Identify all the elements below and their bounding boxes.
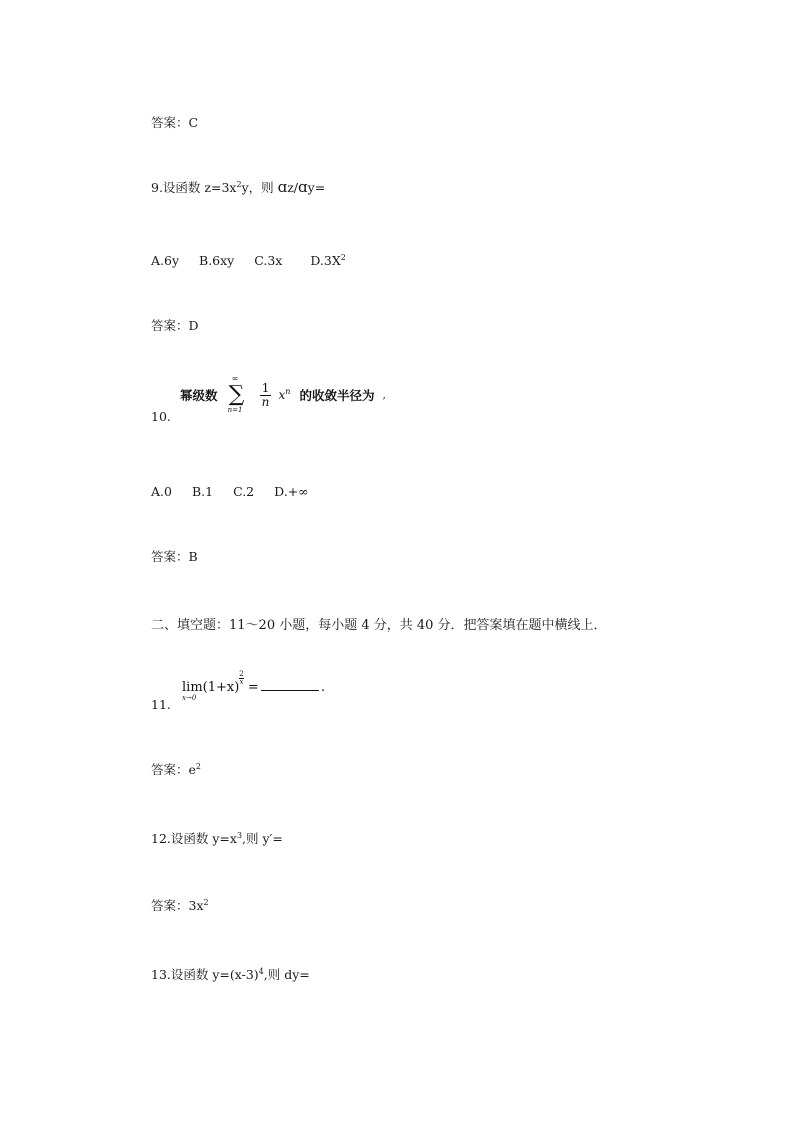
limit: lim x→0	[182, 680, 203, 702]
option-a: A.0	[151, 484, 172, 499]
q9-question: 9.设函数 $z=3x^2y$，则 ɑz/ɑy=	[151, 178, 326, 196]
answer-blank	[261, 680, 319, 691]
q9-answer: 答案：D	[151, 318, 199, 333]
option-c: C.2	[233, 484, 255, 499]
q12-answer: 答案：$3x^2$	[151, 898, 209, 913]
option-d: $D.3X^2$	[310, 253, 346, 268]
option-d: D.+∞	[274, 484, 309, 499]
partial-symbol: ɑ	[298, 178, 308, 196]
section-heading: 二、填空题：11～20 小题，每小题 4 分，共 40 分．把答案填在题中横线上．	[151, 618, 607, 633]
q10-formula: 幂级数 ∞ ∑ n=1 $\frac{1}{n}$ $x^n$ 的收敛半径为 ,	[180, 374, 386, 414]
q9-options	[151, 253, 346, 271]
q11-number: 11.	[151, 697, 171, 712]
q11-answer: 答案：$e^2$	[151, 762, 201, 777]
option-b: B.1	[191, 484, 214, 499]
q12-question: 12.设函数 $y=x^3$,则 y′=	[151, 831, 283, 846]
q10-options	[151, 484, 309, 500]
q13-question: 13.设函数 $y=(x-3)^4$,则 dy=	[151, 967, 310, 982]
option-b: B.6xy	[199, 253, 235, 268]
option-c: C.3x	[254, 253, 283, 268]
exponent-fraction: $\frac{2}{x}$	[239, 670, 244, 686]
q8-answer: 答案：C	[151, 115, 199, 130]
q10-number: 10.	[151, 409, 171, 424]
q10-answer: 答案：B	[151, 549, 198, 564]
option-a: A.6y	[151, 253, 180, 268]
fraction: $\frac{1}{n}$	[261, 380, 270, 409]
q11-formula: lim x→0 (1+x) $\frac{2}{x}$ = .	[182, 670, 325, 702]
summation: ∞ ∑ n=1	[227, 374, 245, 414]
partial-symbol: ɑ	[277, 178, 288, 196]
